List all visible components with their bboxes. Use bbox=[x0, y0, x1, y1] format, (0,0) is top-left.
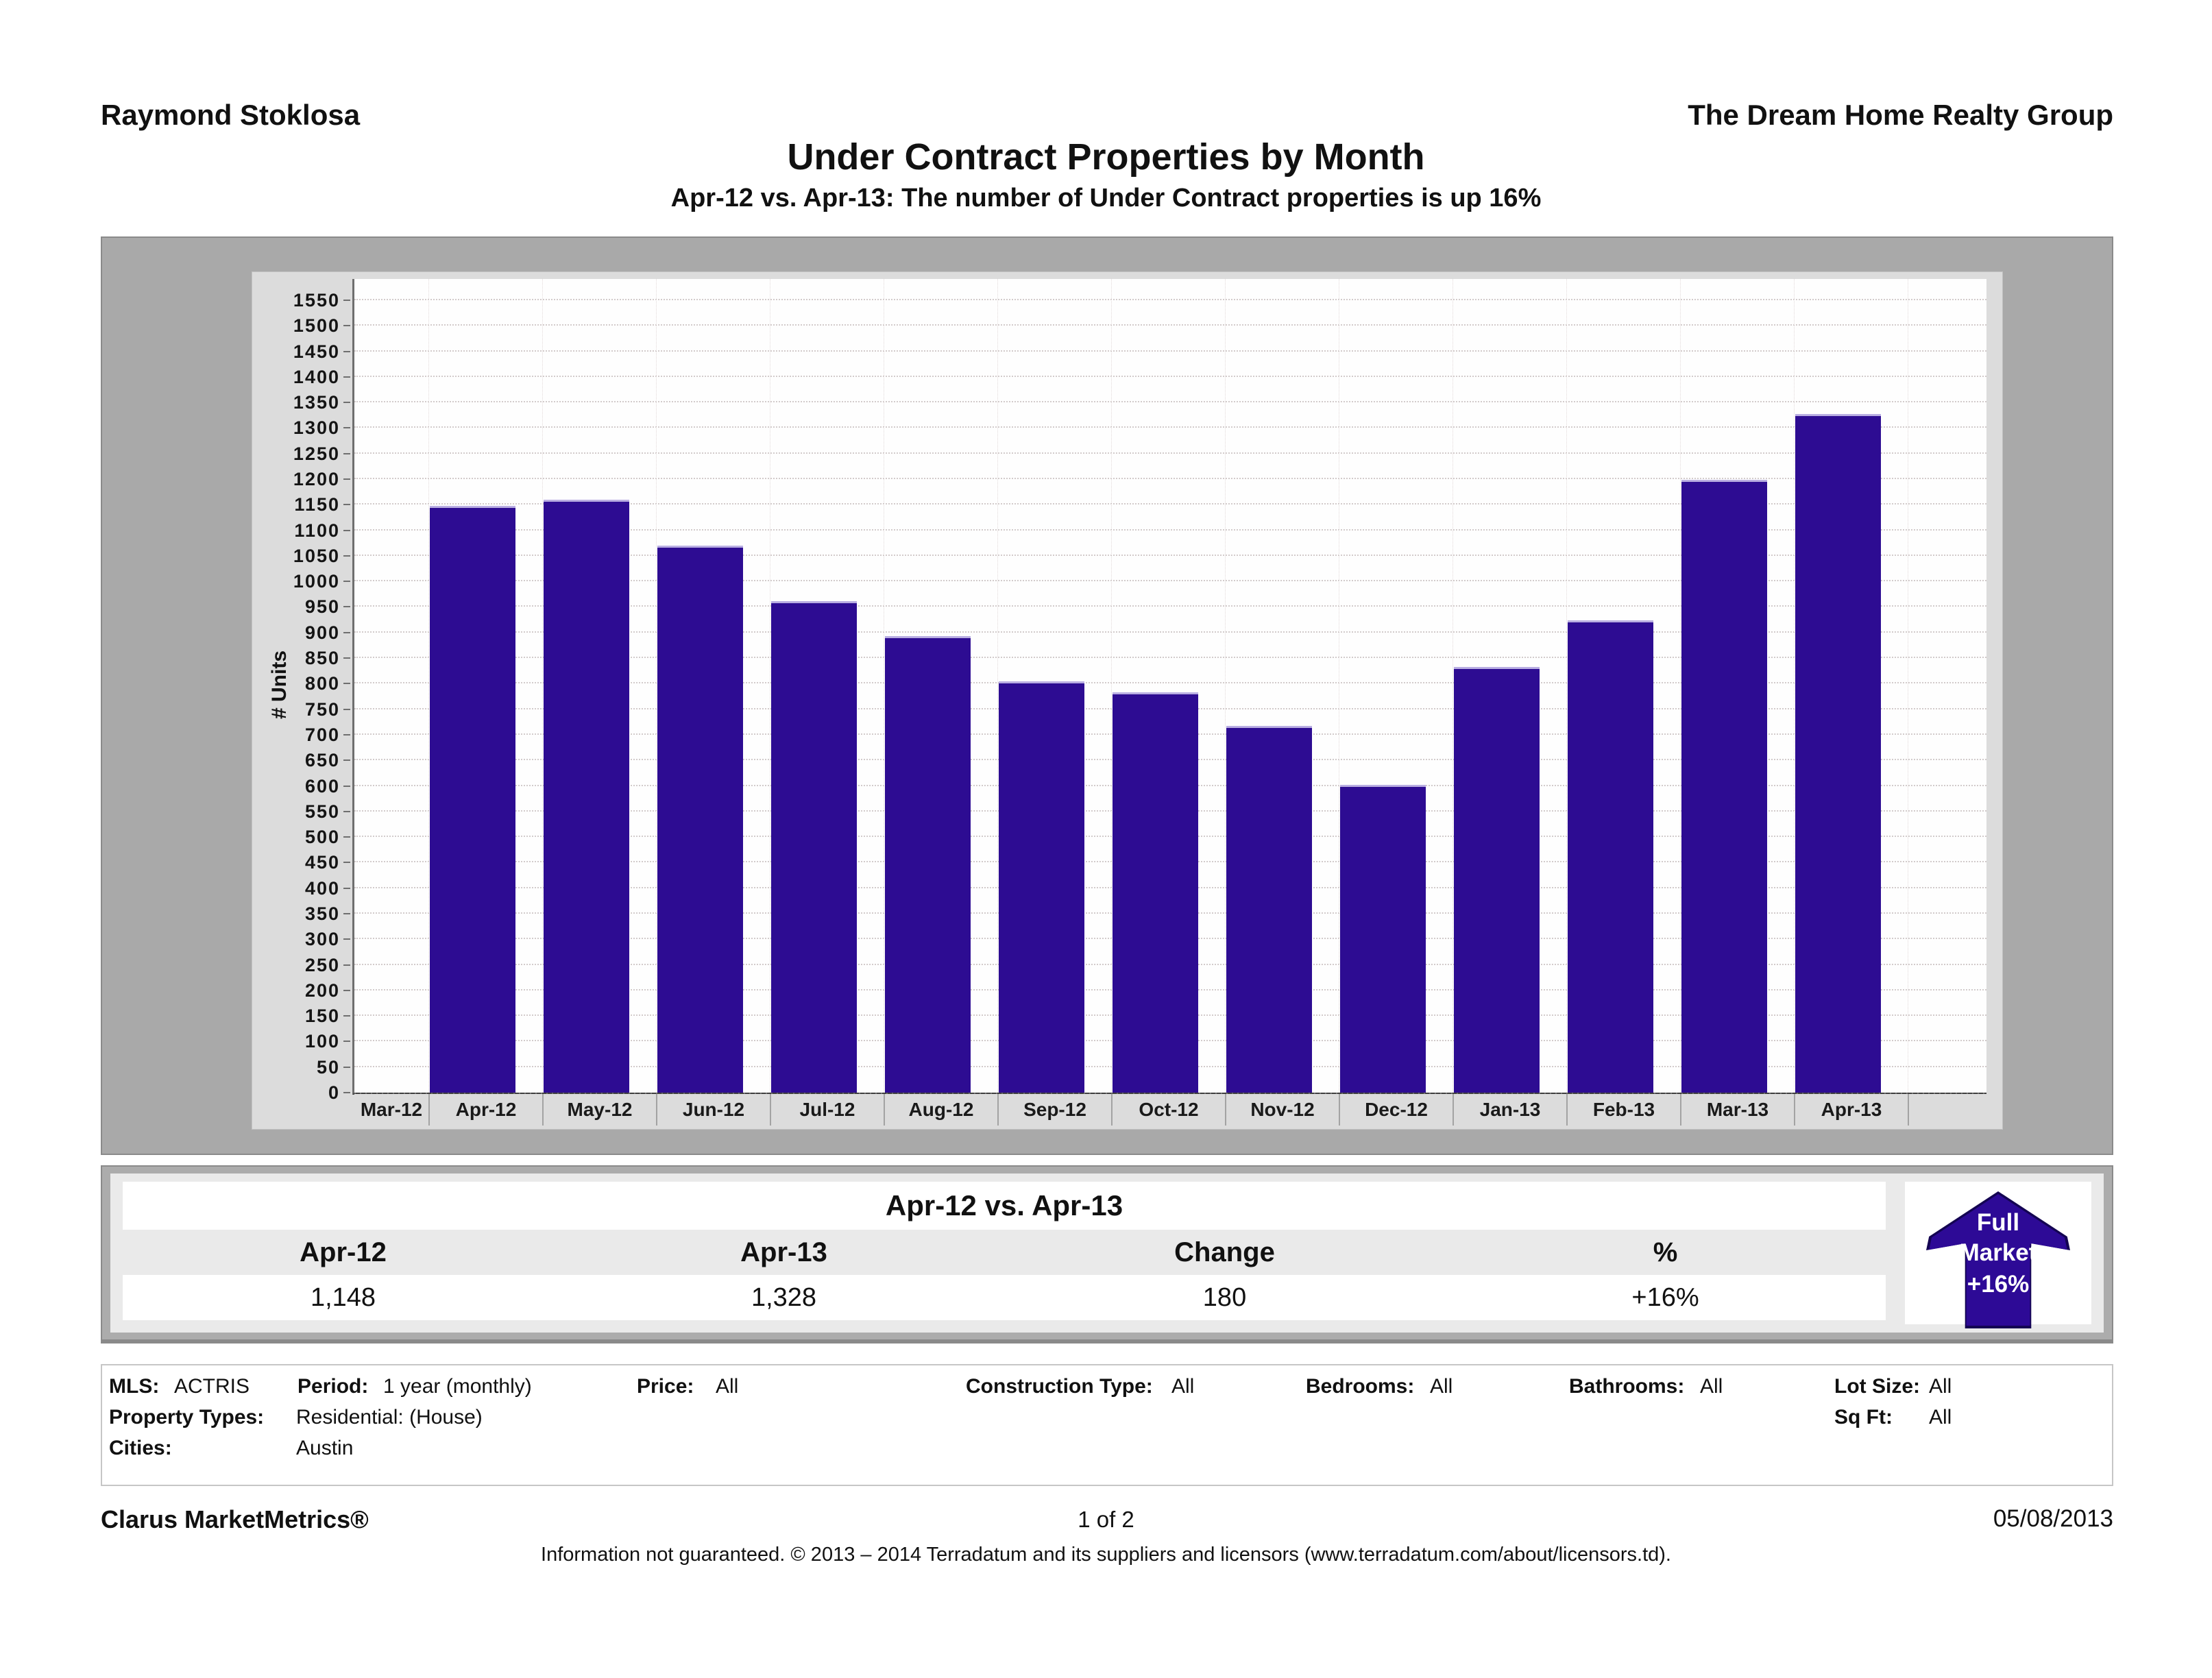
y-tick-label: 900 bbox=[304, 622, 340, 643]
y-tick-mark bbox=[343, 990, 350, 991]
filter-value: Austin bbox=[296, 1437, 354, 1459]
x-slot-Nov-12 bbox=[1225, 1094, 1339, 1126]
filter-label: Bathrooms: bbox=[1569, 1375, 1685, 1398]
y-tick-mark bbox=[343, 1041, 350, 1042]
x-tick-label: Jan-13 bbox=[1479, 1099, 1541, 1120]
plot-filler bbox=[1908, 279, 1986, 1093]
y-tick-mark bbox=[343, 734, 350, 735]
y-tick-mark bbox=[343, 300, 350, 301]
y-tick-label: 50 bbox=[316, 1056, 340, 1078]
x-tick-label: Aug-12 bbox=[908, 1099, 974, 1120]
bar-May-12 bbox=[544, 500, 629, 1093]
summary-value-Change: 180 bbox=[1202, 1282, 1247, 1312]
x-tick-label: Sep-12 bbox=[1023, 1099, 1086, 1120]
filter-value: All bbox=[1929, 1375, 1952, 1398]
summary-header-Apr-12: Apr-12 bbox=[300, 1237, 387, 1267]
x-slot-Mar-12 bbox=[354, 1094, 428, 1126]
y-tick-mark bbox=[343, 427, 350, 428]
plot-slot-Dec-12 bbox=[1339, 279, 1453, 1093]
x-tick-label: Apr-13 bbox=[1821, 1099, 1882, 1120]
bar-Oct-12 bbox=[1113, 692, 1198, 1093]
filter-value: Residential: (House) bbox=[296, 1406, 483, 1428]
y-tick-label: 1450 bbox=[293, 341, 340, 362]
bar-Jun-12 bbox=[657, 546, 743, 1093]
filter-value: All bbox=[1929, 1406, 1952, 1428]
y-tick-mark bbox=[343, 351, 350, 352]
y-tick-mark bbox=[343, 402, 350, 403]
y-axis-labels bbox=[252, 279, 352, 1103]
footer-brand: Clarus MarketMetrics® bbox=[101, 1505, 369, 1533]
y-tick-mark bbox=[343, 862, 350, 863]
y-tick-mark bbox=[343, 581, 350, 582]
filter-row-3 bbox=[102, 1437, 2112, 1466]
x-tick-label: Dec-12 bbox=[1365, 1099, 1428, 1120]
filter-label: Price: bbox=[637, 1375, 694, 1398]
x-slot-Oct-12 bbox=[1111, 1094, 1225, 1126]
y-tick-mark bbox=[343, 530, 350, 531]
summary-table bbox=[123, 1182, 1886, 1324]
plot-slot-Aug-12 bbox=[884, 279, 997, 1093]
y-tick-mark bbox=[343, 657, 350, 659]
summary-section bbox=[101, 1165, 2113, 1343]
x-tick-label: Jul-12 bbox=[799, 1099, 855, 1120]
chart-container bbox=[101, 236, 2113, 1155]
y-tick-mark bbox=[343, 759, 350, 761]
plot-slot-Mar-13 bbox=[1680, 279, 1794, 1093]
y-tick-label: 1350 bbox=[293, 392, 340, 413]
x-slot-Mar-13 bbox=[1680, 1094, 1794, 1126]
badge-line-1: Full bbox=[1976, 1209, 2020, 1236]
y-tick-label: 550 bbox=[304, 801, 340, 822]
badge-line-2: Market bbox=[1959, 1239, 2037, 1266]
x-slot-May-12 bbox=[542, 1094, 656, 1126]
x-tick-label: May-12 bbox=[567, 1099, 633, 1120]
plot-slot-Jan-13 bbox=[1453, 279, 1566, 1093]
summary-header-Change: Change bbox=[1174, 1237, 1275, 1267]
y-tick-label: 1200 bbox=[293, 469, 340, 490]
filters-box bbox=[101, 1364, 2113, 1486]
y-tick-label: 1400 bbox=[293, 366, 340, 387]
summary-title: Apr-12 vs. Apr-13 bbox=[123, 1182, 1886, 1230]
summary-header-Apr-13: Apr-13 bbox=[740, 1237, 827, 1267]
bar-Sep-12 bbox=[999, 681, 1084, 1093]
x-tick-label: Mar-13 bbox=[1706, 1099, 1769, 1120]
y-tick-label: 1100 bbox=[294, 520, 340, 541]
y-tick-mark bbox=[343, 836, 350, 838]
y-tick-mark bbox=[343, 632, 350, 633]
y-tick-label: 850 bbox=[304, 648, 340, 669]
badge-line-3: +16% bbox=[1967, 1271, 2030, 1298]
company-name: The Dream Home Realty Group bbox=[1688, 99, 2113, 131]
y-tick-mark bbox=[343, 453, 350, 454]
x-tick-label: Feb-13 bbox=[1592, 1099, 1655, 1120]
plot-slot-Jul-12 bbox=[770, 279, 884, 1093]
y-tick-mark bbox=[343, 786, 350, 787]
y-tick-label: 0 bbox=[328, 1082, 340, 1103]
summary-value-Apr-12: 1,148 bbox=[310, 1282, 376, 1312]
full-market-badge bbox=[1905, 1182, 2091, 1324]
x-tick-label: Nov-12 bbox=[1250, 1099, 1315, 1120]
x-slot-Sep-12 bbox=[997, 1094, 1111, 1126]
x-slot-Jul-12 bbox=[770, 1094, 884, 1126]
y-tick-label: 400 bbox=[304, 877, 340, 899]
plot-slot-Nov-12 bbox=[1225, 279, 1339, 1093]
x-tick-label: Mar-12 bbox=[360, 1099, 423, 1120]
x-slot-Jan-13 bbox=[1453, 1094, 1566, 1126]
summary-value-Apr-13: 1,328 bbox=[751, 1282, 817, 1312]
y-tick-label: 500 bbox=[304, 827, 340, 848]
y-tick-mark bbox=[343, 683, 350, 684]
x-slot-Aug-12 bbox=[884, 1094, 997, 1126]
y-tick-label: 1250 bbox=[293, 443, 340, 464]
summary-value-row bbox=[123, 1275, 1886, 1320]
filter-value: 1 year (monthly) bbox=[383, 1375, 532, 1398]
filter-label: Property Types: bbox=[109, 1406, 265, 1428]
summary-value-%: +16% bbox=[1631, 1282, 1699, 1312]
y-tick-label: 450 bbox=[304, 852, 340, 873]
footer-page-number: 1 of 2 bbox=[1078, 1507, 1134, 1532]
bar-Jan-13 bbox=[1454, 667, 1540, 1093]
y-tick-label: 150 bbox=[304, 1006, 340, 1027]
y-tick-label: 800 bbox=[304, 673, 340, 694]
y-tick-label: 1150 bbox=[294, 494, 340, 515]
plot-slot-May-12 bbox=[542, 279, 656, 1093]
filter-label: Lot Size: bbox=[1834, 1375, 1920, 1398]
y-tick-mark bbox=[343, 376, 350, 378]
plot-slot-Oct-12 bbox=[1111, 279, 1225, 1093]
y-tick-label: 750 bbox=[304, 698, 340, 720]
plot-slot-Feb-13 bbox=[1566, 279, 1680, 1093]
y-tick-mark bbox=[343, 504, 350, 505]
y-tick-mark bbox=[343, 606, 350, 607]
y-tick-label: 1000 bbox=[293, 571, 340, 592]
x-axis-labels bbox=[354, 1094, 1986, 1126]
y-axis-title: # Units bbox=[268, 650, 291, 720]
y-tick-mark bbox=[343, 325, 350, 326]
filter-value: All bbox=[716, 1375, 739, 1398]
y-tick-mark bbox=[343, 478, 350, 480]
x-tick-label: Apr-12 bbox=[455, 1099, 517, 1120]
filter-label: Construction Type: bbox=[966, 1375, 1153, 1398]
filter-value: ACTRIS bbox=[174, 1375, 250, 1398]
plot-slot-Sep-12 bbox=[997, 279, 1111, 1093]
filter-label: Sq Ft: bbox=[1834, 1406, 1893, 1428]
y-tick-label: 300 bbox=[304, 929, 340, 950]
x-slot-Apr-12 bbox=[428, 1094, 542, 1126]
x-slot-Apr-13 bbox=[1794, 1094, 1908, 1126]
plot-slot-Apr-12 bbox=[428, 279, 542, 1093]
bar-Apr-13 bbox=[1795, 414, 1881, 1093]
y-tick-mark bbox=[343, 964, 350, 966]
filter-label: Cities: bbox=[109, 1437, 172, 1459]
plot-slot-Apr-13 bbox=[1794, 279, 1908, 1093]
bar-Apr-12 bbox=[430, 506, 515, 1093]
footer-date: 05/08/2013 bbox=[1993, 1505, 2113, 1532]
page-subtitle: Apr-12 vs. Apr-13: The number of Under Contract properties is up 16% bbox=[670, 184, 1542, 212]
x-slot-Dec-12 bbox=[1339, 1094, 1453, 1126]
y-tick-label: 1050 bbox=[293, 545, 340, 566]
band-filler bbox=[1908, 1094, 1986, 1126]
bar-slots bbox=[354, 279, 1986, 1093]
plot-slot-Mar-12 bbox=[354, 279, 428, 1093]
chart-panel bbox=[252, 271, 2003, 1130]
y-tick-mark bbox=[343, 888, 350, 889]
x-slot-Feb-13 bbox=[1566, 1094, 1680, 1126]
x-slot-Jun-12 bbox=[656, 1094, 770, 1126]
filter-label: MLS: bbox=[109, 1375, 160, 1398]
y-tick-mark bbox=[343, 913, 350, 914]
filter-value: All bbox=[1430, 1375, 1453, 1398]
bar-Mar-13 bbox=[1681, 480, 1767, 1093]
y-tick-mark bbox=[343, 1092, 350, 1093]
filter-value: All bbox=[1171, 1375, 1195, 1398]
y-tick-label: 950 bbox=[304, 596, 340, 618]
y-tick-label: 1500 bbox=[293, 315, 340, 337]
y-tick-mark bbox=[343, 555, 350, 557]
y-tick-mark bbox=[343, 1015, 350, 1017]
bar-Nov-12 bbox=[1226, 726, 1312, 1093]
filter-label: Period: bbox=[297, 1375, 369, 1398]
plot-slot-Jun-12 bbox=[656, 279, 770, 1093]
y-tick-label: 250 bbox=[304, 954, 340, 975]
y-tick-mark bbox=[343, 1067, 350, 1068]
filter-row-2 bbox=[102, 1406, 2112, 1435]
x-tick-label: Jun-12 bbox=[682, 1099, 745, 1120]
y-tick-label: 200 bbox=[304, 980, 340, 1001]
footer-disclaimer: Information not guaranteed. © 2013 – 2014 Terradatum and its suppliers and licensors (www.terradatum.com/about/licensors.td). bbox=[541, 1544, 1671, 1566]
bar-Jul-12 bbox=[771, 601, 857, 1093]
y-tick-label: 100 bbox=[304, 1031, 340, 1052]
summary-header-row bbox=[123, 1230, 1886, 1275]
page-title: Under Contract Properties by Month bbox=[787, 136, 1425, 178]
summary-panel bbox=[110, 1174, 2104, 1333]
y-tick-label: 350 bbox=[304, 903, 340, 924]
filter-label: Bedrooms: bbox=[1306, 1375, 1415, 1398]
bar-Aug-12 bbox=[885, 636, 971, 1093]
y-tick-label: 1550 bbox=[293, 290, 340, 311]
y-tick-label: 1300 bbox=[293, 417, 340, 439]
filter-value: All bbox=[1700, 1375, 1723, 1398]
bar-Dec-12 bbox=[1340, 785, 1426, 1093]
y-tick-label: 700 bbox=[304, 724, 340, 745]
y-tick-mark bbox=[343, 811, 350, 812]
y-tick-mark bbox=[343, 709, 350, 710]
filter-row-1 bbox=[102, 1375, 2112, 1404]
agent-name: Raymond Stoklosa bbox=[101, 99, 361, 131]
y-tick-label: 650 bbox=[304, 750, 340, 771]
y-tick-label: 600 bbox=[304, 775, 340, 797]
bar-Feb-13 bbox=[1568, 620, 1653, 1093]
y-tick-mark bbox=[343, 938, 350, 940]
x-tick-label: Oct-12 bbox=[1139, 1099, 1199, 1120]
summary-header-%: % bbox=[1653, 1237, 1678, 1267]
